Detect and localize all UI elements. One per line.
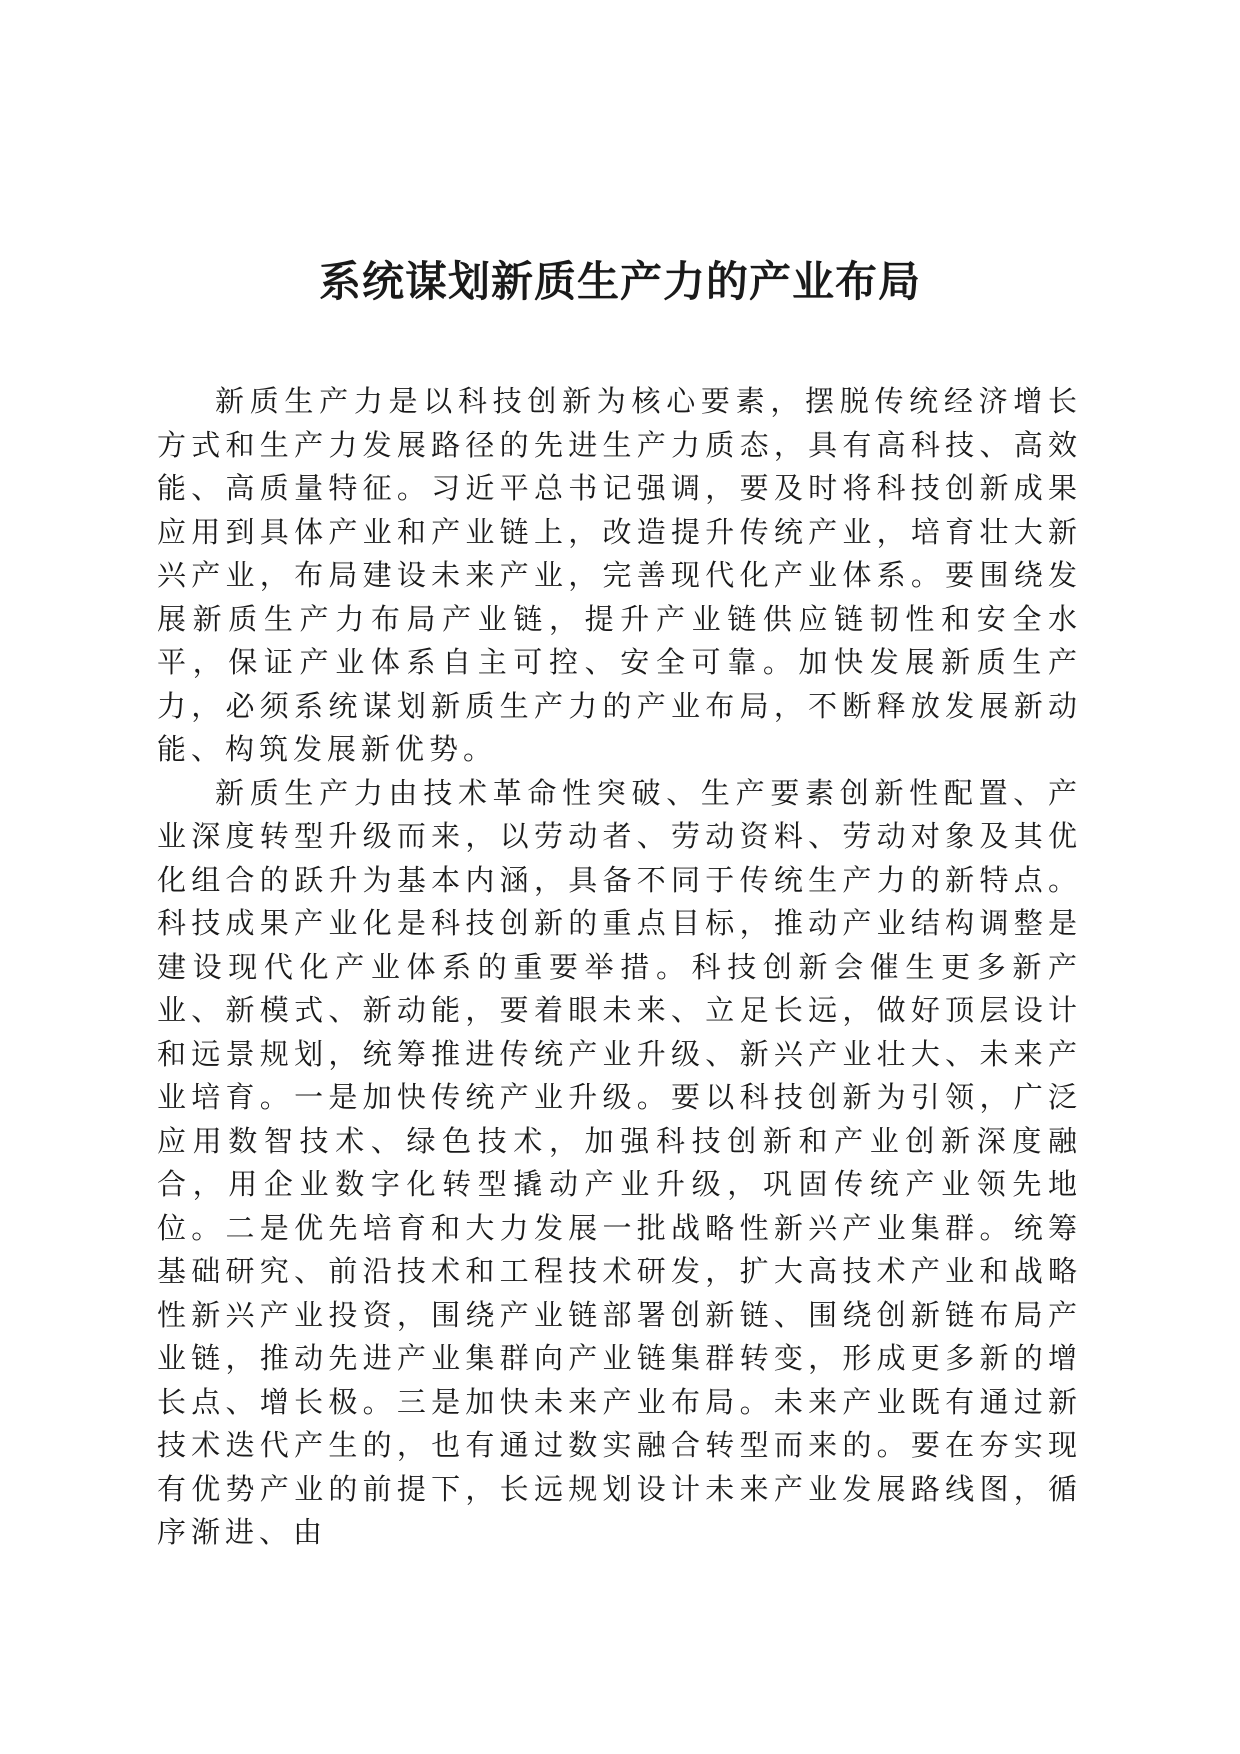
document-title: 系统谋划新质生产力的产业布局 (318, 257, 921, 306)
paragraph-2: 新质生产力由技术革命性突破、生产要素创新性配置、产业深度转型升级而来，以劳动者、劳动资料、劳动对象及其优化组合的跃升为基本内涵，具备不同于传统生产力的新特点。科技成果产业化是科技创新的重点目标，推动产业结构调整是建设现代化产业体系的重要举措。科技创新会催生更多新产业、新模式、新动能，要着眼未来、立足长远，做好顶层设计和远景规划，统筹推进传统产业升级、新兴产业壮大、未来产业培育。一是加快传统产业升级。要以科技创新为引领，广泛应用数智技术、绿色技术，加强科技创新和产业创新深度融合，用企业数字化转型撬动产业升级，巩固传统产业领先地位。二是优先培育和大力发展一批战略性新兴产业集群。统筹基础研究、前沿技术和工程技术研发，扩大高技术产业和战略性新兴产业投资，围绕产业链部署创新链、围绕创新链布局产业链，推动先进产业集群向产业链集群转变，形成更多新的增长点、增长极。三是加快未来产业布局。未来产业既有通过新技术迭代产生的，也有通过数实融合转型而来的。要在夯实现有优势产业的前提下，长远规划设计未来产业发展路线图，循序渐进、由 (157, 775, 1082, 1549)
document-body (157, 380, 1082, 1555)
paragraph-1: 新质生产力是以科技创新为核心要素，摆脱传统经济增长方式和生产力发展路径的先进生产力质态，具有高科技、高效能、高质量特征。习近平总书记强调，要及时将科技创新成果应用到具体产业和产业链上，改造提升传统产业，培育壮大新兴产业，布局建设未来产业，完善现代化产业体系。要围绕发展新质生产力布局产业链，提升产业链供应链韧性和安全水平，保证产业体系自主可控、安全可靠。加快发展新质生产力，必须系统谋划新质生产力的产业布局，不断释放发展新动能、构筑发展新优势。 (157, 384, 1082, 766)
